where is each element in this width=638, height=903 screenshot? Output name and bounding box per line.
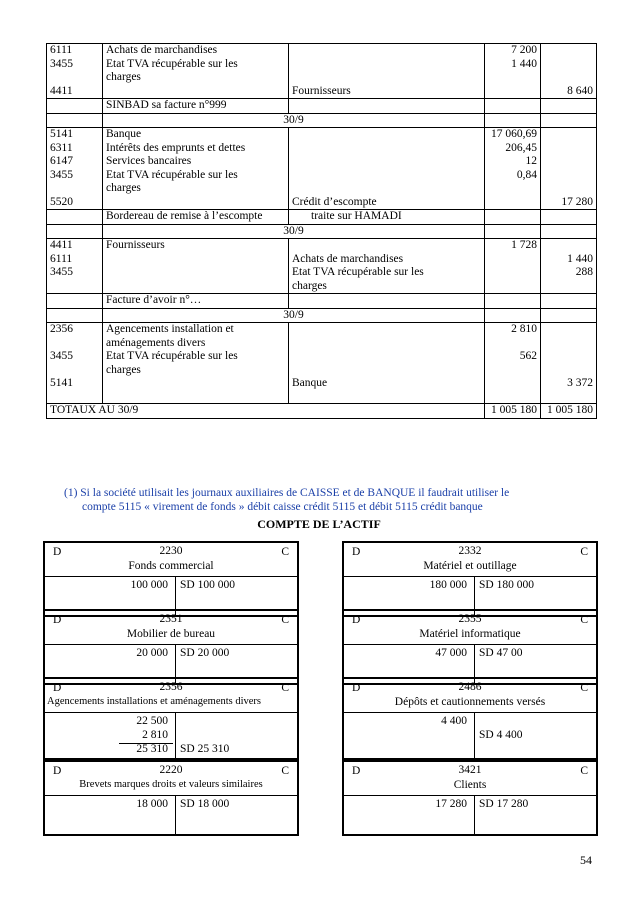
credit-account-label: Achats de marchandises: [289, 253, 485, 267]
credit-amount: [541, 239, 597, 253]
account-code: 6147: [47, 155, 103, 169]
journal-line: [47, 253, 597, 267]
debit-entry: 22 500: [136, 715, 168, 727]
debit-account-label: charges: [103, 71, 289, 85]
journal-libelle-row: [47, 294, 597, 309]
credit-marker: C: [580, 682, 588, 694]
credit-amount: [541, 142, 597, 156]
totals-label: TOTAUX AU 30/9: [47, 404, 485, 419]
debit-amount: 7 200: [485, 44, 541, 58]
date-empty: [485, 113, 541, 128]
credit-amount: [541, 337, 597, 351]
t-account: [43, 609, 299, 685]
debit-account-label: [103, 253, 289, 267]
debit-marker: D: [53, 614, 62, 626]
t-account-header: [45, 762, 297, 796]
credit-marker: C: [281, 682, 289, 694]
balance: SD 18 000: [180, 798, 230, 810]
t-account: [342, 760, 598, 836]
t-account: [43, 541, 299, 617]
journal-date-row: [47, 224, 597, 239]
debit-entry: 20 000: [136, 647, 168, 659]
debit-amount: [485, 266, 541, 280]
t-account-header: [344, 611, 596, 645]
account-code: 6111: [47, 253, 103, 267]
credit-marker: C: [281, 765, 289, 777]
subtotal-underline: [119, 743, 173, 744]
account-code: [47, 280, 103, 294]
date-empty: [47, 113, 103, 128]
account-code: [47, 364, 103, 378]
debit-account-label: Intérêts des emprunts et dettes: [103, 142, 289, 156]
debit-account-label: Services bancaires: [103, 155, 289, 169]
libelle-empty: [485, 294, 541, 309]
debit-account-label: Etat TVA récupérable sur les: [103, 58, 289, 72]
libelle-empty: [47, 99, 103, 114]
journal-line: [47, 44, 597, 58]
journal-line: [47, 364, 597, 378]
spacer-cell: [485, 391, 541, 404]
journal-line: [47, 155, 597, 169]
debit-marker: D: [352, 682, 361, 694]
journal-line: [47, 169, 597, 183]
account-code: 5141: [47, 377, 103, 391]
debit-marker: D: [53, 682, 62, 694]
spacer-cell: [541, 391, 597, 404]
credit-account-label: [289, 155, 485, 169]
account-name: Fonds commercial: [128, 560, 214, 572]
debit-entry: 18 000: [136, 798, 168, 810]
debit-account-label: Etat TVA récupérable sur les: [103, 350, 289, 364]
journal-date-row: [47, 113, 597, 128]
journal-line: [47, 142, 597, 156]
balance: SD 25 310: [180, 743, 230, 755]
t-account-header: [344, 679, 596, 713]
debit-entry: 4 400: [441, 715, 467, 727]
credit-account-label: [289, 58, 485, 72]
credit-account-label: [289, 337, 485, 351]
credit-account-label: charges: [289, 280, 485, 294]
credit-amount: [541, 71, 597, 85]
date-empty: [541, 308, 597, 323]
footnote: [64, 486, 584, 514]
debit-amount: [485, 71, 541, 85]
journal-libelle-row: [47, 99, 597, 114]
debit-account-label: [103, 85, 289, 99]
journal-totals-row: [47, 404, 597, 419]
debit-amount: 0,84: [485, 169, 541, 183]
debit-amount: [485, 364, 541, 378]
balance: SD 17 280: [479, 798, 529, 810]
journal-table: [46, 43, 597, 419]
credit-account-label: Etat TVA récupérable sur les: [289, 266, 485, 280]
t-account: [43, 760, 299, 836]
t-account-header: [344, 762, 596, 796]
credit-amount: [541, 58, 597, 72]
libelle-empty: [485, 210, 541, 225]
libelle-empty: [541, 210, 597, 225]
debit-account-label: charges: [103, 182, 289, 196]
libelle: Bordereau de remise à l’escompte: [103, 210, 289, 225]
credit-amount: [541, 169, 597, 183]
date-empty: [47, 224, 103, 239]
date-empty: [541, 113, 597, 128]
credit-account-label: [289, 71, 485, 85]
credit-amount: [541, 128, 597, 142]
account-code: 6311: [47, 142, 103, 156]
credit-amount: 3 372: [541, 377, 597, 391]
debit-amount: 206,45: [485, 142, 541, 156]
debit-amount: 2 810: [485, 323, 541, 337]
debit-entry: 100 000: [130, 579, 168, 591]
account-name: Brevets marques droits et valeurs similaires: [79, 779, 263, 790]
credit-amount: [541, 364, 597, 378]
t-account: [342, 541, 598, 617]
debit-account-label: [103, 266, 289, 280]
credit-account-label: [289, 182, 485, 196]
credit-amount: [541, 350, 597, 364]
credit-account-label: [289, 323, 485, 337]
credit-amount: [541, 155, 597, 169]
account-number: 3421: [458, 764, 482, 776]
account-code: [47, 71, 103, 85]
libelle-empty: [47, 294, 103, 309]
page-number: 54: [580, 853, 592, 867]
debit-marker: D: [352, 614, 361, 626]
debit-amount: [485, 280, 541, 294]
journal-line: [47, 196, 597, 210]
account-code: [47, 182, 103, 196]
debit-amount: 12: [485, 155, 541, 169]
journal-line: [47, 337, 597, 351]
balance: SD 4 400: [479, 729, 523, 741]
journal-libelle-row: [47, 210, 597, 225]
libelle-empty: [541, 294, 597, 309]
credit-account-label: [289, 169, 485, 183]
account-code: 3455: [47, 169, 103, 183]
account-name: Matériel et outillage: [423, 560, 517, 572]
libelle-empty: [541, 99, 597, 114]
debit-amount: [485, 196, 541, 210]
credit-amount: 17 280: [541, 196, 597, 210]
libelle-extra: traite sur HAMADI: [289, 210, 485, 225]
account-code: 3455: [47, 350, 103, 364]
debit-account-label: [103, 280, 289, 294]
credit-marker: C: [580, 765, 588, 777]
debit-entry: 17 280: [435, 798, 467, 810]
journal-line: [47, 71, 597, 85]
account-name: Matériel informatique: [419, 628, 521, 640]
account-number: 2355: [458, 613, 482, 625]
debit-account-label: [103, 377, 289, 391]
t-account: [342, 677, 598, 760]
credit-account-label: [289, 239, 485, 253]
debit-account-label: [103, 196, 289, 210]
debit-amount: 17 060,69: [485, 128, 541, 142]
debit-amount: [485, 253, 541, 267]
debit-marker: D: [352, 765, 361, 777]
libelle: SINBAD sa facture n°999: [103, 99, 289, 114]
credit-account-label: [289, 350, 485, 364]
journal-line: [47, 323, 597, 337]
spacer-cell: [47, 391, 103, 404]
totals-credit: 1 005 180: [541, 404, 597, 419]
journal-line: [47, 239, 597, 253]
section-title: COMPTE DE L’ACTIF: [257, 517, 381, 531]
credit-marker: C: [580, 614, 588, 626]
journal-line: [47, 85, 597, 99]
credit-amount: [541, 182, 597, 196]
t-account: [342, 609, 598, 685]
credit-amount: 1 440: [541, 253, 597, 267]
t-account-header: [45, 543, 297, 577]
footnote-line-1: (1) Si la société utilisait les journaux auxiliaires de CAISSE et de BANQUE il faudrait utiliser le: [64, 487, 510, 499]
t-account: [43, 677, 299, 760]
entry-date: 30/9: [103, 308, 485, 323]
balance: SD 20 000: [180, 647, 230, 659]
balance: SD 180 000: [479, 579, 534, 591]
debit-account-label: Agencements installation et: [103, 323, 289, 337]
t-account-divider: [474, 795, 475, 834]
balance: SD 47 00: [479, 647, 523, 659]
journal-line: [47, 350, 597, 364]
credit-amount: 288: [541, 266, 597, 280]
credit-account-label: [289, 128, 485, 142]
libelle-extra: [289, 99, 485, 114]
credit-account-label: [289, 142, 485, 156]
account-name: Clients: [453, 779, 487, 791]
libelle-extra: [289, 294, 485, 309]
account-number: 2230: [159, 545, 183, 557]
entry-date: 30/9: [103, 224, 485, 239]
journal-line: [47, 377, 597, 391]
credit-marker: C: [281, 546, 289, 558]
date-empty: [485, 308, 541, 323]
debit-amount: [485, 337, 541, 351]
totals-debit: 1 005 180: [485, 404, 541, 419]
account-code: 5520: [47, 196, 103, 210]
credit-account-label: Banque: [289, 377, 485, 391]
t-account-divider: [175, 795, 176, 834]
account-code: 2356: [47, 323, 103, 337]
account-code: 6111: [47, 44, 103, 58]
libelle: Facture d’avoir n°…: [103, 294, 289, 309]
libelle-empty: [485, 99, 541, 114]
debit-account-label: Achats de marchandises: [103, 44, 289, 58]
account-number: 2356: [159, 681, 183, 693]
journal-line: [47, 280, 597, 294]
account-code: [47, 337, 103, 351]
credit-account-label: Fournisseurs: [289, 85, 485, 99]
credit-amount: [541, 280, 597, 294]
debit-account-label: charges: [103, 364, 289, 378]
credit-marker: C: [281, 614, 289, 626]
t-account-divider: [175, 712, 176, 758]
journal-spacer-row: [47, 391, 597, 404]
debit-entry: 25 310: [136, 743, 168, 755]
account-number: 2351: [159, 613, 183, 625]
credit-amount: [541, 323, 597, 337]
libelle-empty: [47, 210, 103, 225]
debit-account-label: Fournisseurs: [103, 239, 289, 253]
debit-marker: D: [352, 546, 361, 558]
debit-marker: D: [53, 765, 62, 777]
credit-account-label: Crédit d’escompte: [289, 196, 485, 210]
account-number: 2220: [159, 764, 183, 776]
account-name: Dépôts et cautionnements versés: [394, 696, 546, 708]
footnote-line-2: compte 5115 « virement de fonds » débit caisse crédit 5115 et débit 5115 crédit banque: [82, 501, 483, 513]
spacer-cell: [103, 391, 289, 404]
debit-amount: 1 440: [485, 58, 541, 72]
debit-account-label: Banque: [103, 128, 289, 142]
debit-amount: [485, 377, 541, 391]
t-account-header: [45, 611, 297, 645]
debit-amount: [485, 182, 541, 196]
debit-entry: 2 810: [142, 729, 168, 741]
account-number: 2332: [458, 545, 482, 557]
entry-date: 30/9: [103, 113, 485, 128]
journal-line: [47, 266, 597, 280]
account-number: 2486: [458, 681, 482, 693]
debit-amount: 1 728: [485, 239, 541, 253]
debit-entry: 47 000: [435, 647, 467, 659]
journal-date-row: [47, 308, 597, 323]
credit-amount: [541, 44, 597, 58]
spacer-cell: [289, 391, 485, 404]
debit-account-label: aménagements divers: [103, 337, 289, 351]
journal-line: [47, 128, 597, 142]
t-account-header: [45, 679, 297, 713]
t-account-divider: [474, 712, 475, 758]
t-account-header: [344, 543, 596, 577]
date-empty: [485, 224, 541, 239]
journal-line: [47, 58, 597, 72]
debit-amount: [485, 85, 541, 99]
account-code: 4411: [47, 85, 103, 99]
account-name: Mobilier de bureau: [126, 628, 216, 640]
date-empty: [47, 308, 103, 323]
debit-account-label: Etat TVA récupérable sur les: [103, 169, 289, 183]
debit-marker: D: [53, 546, 62, 558]
account-code: 4411: [47, 239, 103, 253]
account-name: Agencements installations et aménagements divers: [47, 696, 262, 707]
credit-account-label: [289, 364, 485, 378]
account-code: 3455: [47, 58, 103, 72]
credit-account-label: [289, 44, 485, 58]
account-code: 3455: [47, 266, 103, 280]
credit-marker: C: [580, 546, 588, 558]
debit-amount: 562: [485, 350, 541, 364]
credit-amount: 8 640: [541, 85, 597, 99]
date-empty: [541, 224, 597, 239]
journal-line: [47, 182, 597, 196]
account-code: 5141: [47, 128, 103, 142]
balance: SD 100 000: [180, 579, 235, 591]
debit-entry: 180 000: [429, 579, 467, 591]
